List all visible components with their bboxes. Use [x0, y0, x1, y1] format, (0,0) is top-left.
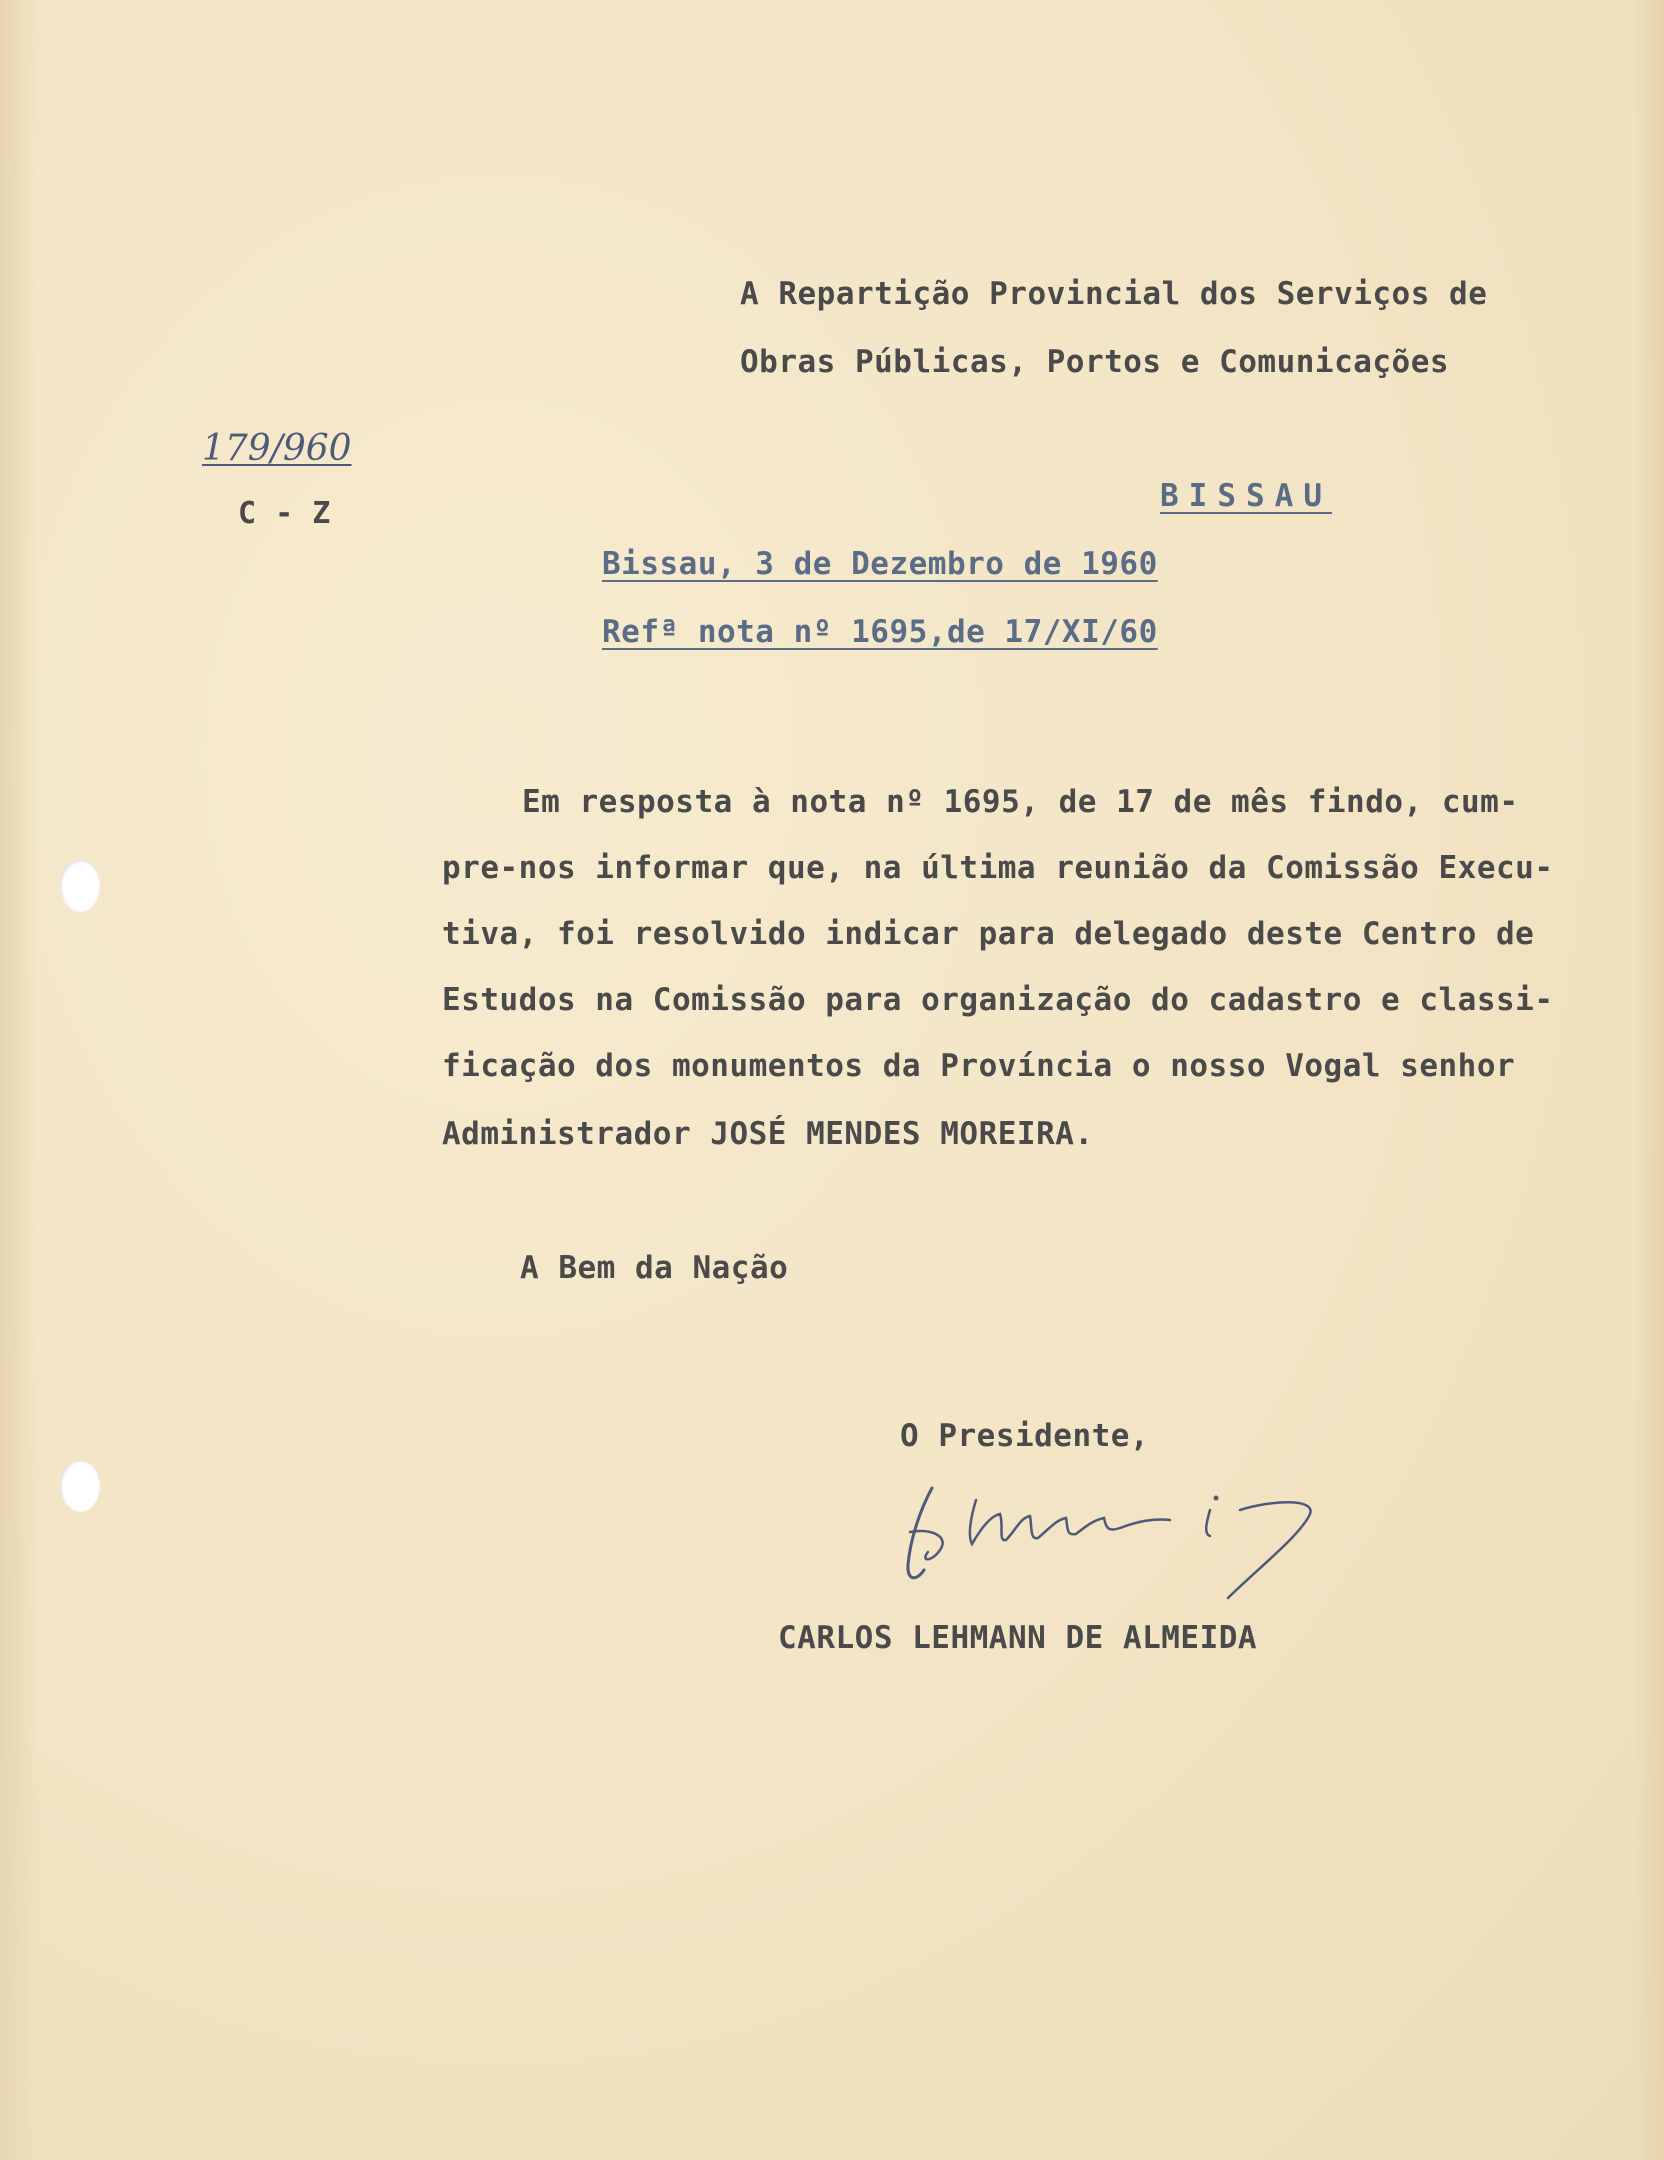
signatory-title: O Presidente,: [900, 1418, 1150, 1454]
signatory-name: CARLOS LEHMANN DE ALMEIDA: [778, 1620, 1258, 1656]
body-line-3: tiva, foi resolvido indicar para delegado deste Centro de: [442, 916, 1535, 952]
punch-hole-bottom: [60, 1460, 100, 1512]
body-line-6: Administrador JOSÉ MENDES MOREIRA.: [442, 1116, 1094, 1152]
salutation: A Bem da Nação: [520, 1250, 789, 1286]
handwritten-signature: [880, 1470, 1340, 1610]
file-number: 179/960: [202, 428, 352, 469]
recipient-line-1: A Repartição Provincial dos Serviços de: [740, 276, 1488, 312]
body-line-5: ficação dos monumentos da Província o nosso Vogal senhor: [442, 1048, 1516, 1084]
recipient-line-2: Obras Públicas, Portos e Comunicações: [740, 344, 1450, 380]
paper-edge-left: [0, 0, 40, 2160]
body-line-1: Em resposta à nota nº 1695, de 17 de mês findo, cum-: [522, 784, 1519, 820]
reference-line: Refª nota nº 1695,de 17/XI/60: [602, 614, 1158, 650]
punch-hole-top: [60, 860, 100, 912]
body-line-2: pre-nos informar que, na última reunião da Comissão Execu-: [442, 850, 1554, 886]
recipient-city: BISSAU: [1160, 478, 1332, 514]
body-line-4: Estudos na Comissão para organização do cadastro e classi-: [442, 982, 1554, 1018]
letter-date: Bissau, 3 de Dezembro de 1960: [602, 546, 1158, 582]
paper-edge-right: [1634, 0, 1664, 2160]
file-code: C - Z: [238, 496, 331, 531]
